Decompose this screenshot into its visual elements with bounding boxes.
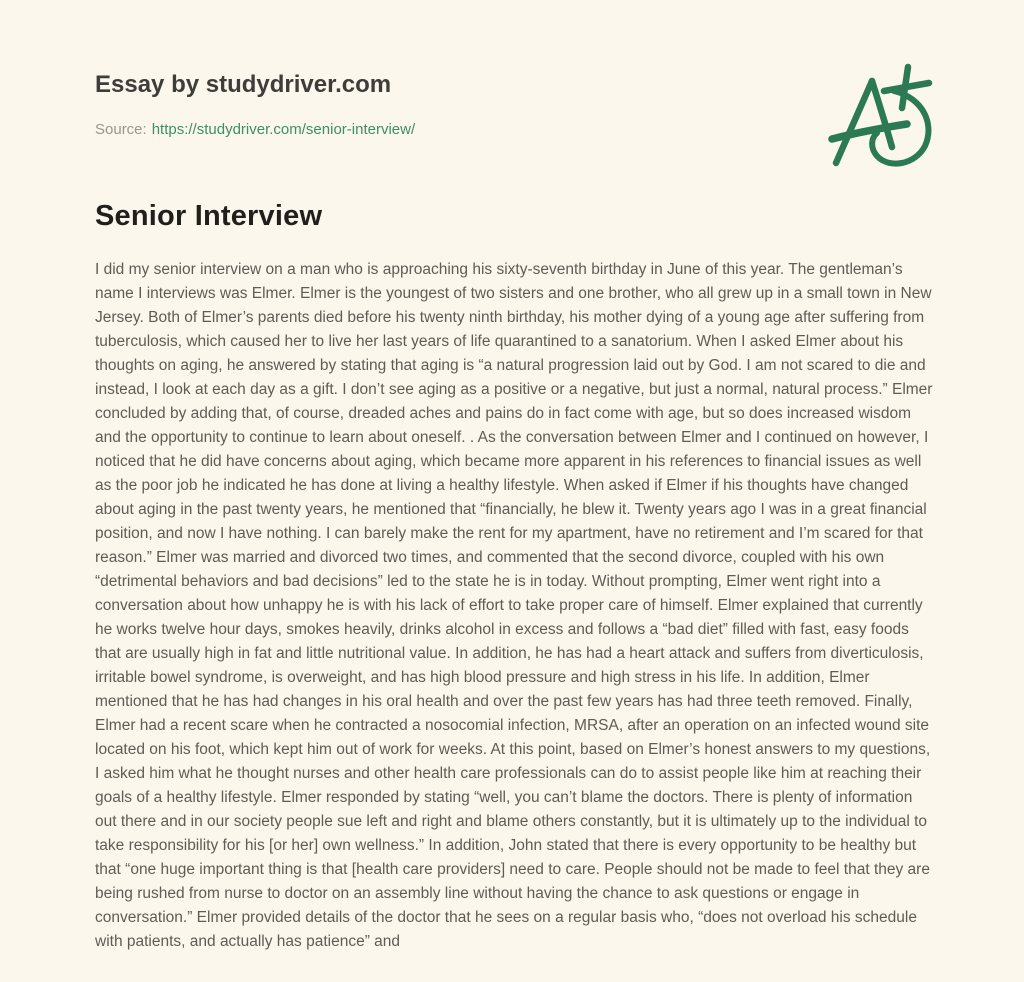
source-link[interactable]: https://studydriver.com/senior-interview/ [151, 121, 416, 138]
source-label: Source: [95, 121, 147, 138]
document-content [95, 0, 933, 954]
essay-by-heading: Essay by studydriver.com [95, 71, 392, 98]
essay-title: Senior Interview [95, 200, 323, 232]
source-line [95, 120, 933, 140]
essay-body-paragraph: I did my senior interview on a man who is approaching his sixty-seventh birthday in June of this year. The gentleman’s name I interviews was Elmer. Elmer is the youngest of two sisters and one brother, who all grew up in a small town in New Jersey. Both of Elmer’s parents died before his twenty ninth birthday, his mother dying of a young age after suffering from tuberculosis, which caused her to live her last years of life quarantined to a sanatorium. When I asked Elmer about his thoughts on aging, he answered by stating that aging is “a natural progression laid out by God. I am not scared to die and instead, I look at each day as a gift. I don’t see aging as a positive or a negative, but just a normal, natural process.” Elmer concluded by adding that, of course, dreaded aches and pains do in fact come with age, but so does increased wisdom and the opportunity to continue to learn about oneself. . As the conversation between Elmer and I continued on however, I noticed that he did have concerns about aging, which became more apparent in his references to financial issues as well as the poor job he indicated he has done at living a healthy lifestyle. When asked if Elmer if his thoughts have changed about aging in the past twenty years, he mentioned that “financially, he blew it. Twenty years ago I was in a great financial position, and now I have nothing. I can barely make the rent for my apartment, have no retirement and I’m scared for that reason.” Elmer was married and divorced two times, and commented that the second divorce, coupled with his own “detrimental behaviors and bad decisions” led to the state he is in today. Without prompting, Elmer went right into a conversation about how unhappy he is with his lack of effort to take proper care of himself. Elmer explained that currently he works twelve hour days, smokes heavily, drinks alcohol in excess and follows a “bad diet” filled with fast, easy foods that are usually high in fat and little nutritional value. In addition, he has had a heart attack and suffers from diverticulosis, irritable bowel syndrome, is overweight, and has high blood pressure and high stress in his life. In addition, Elmer mentioned that he has had changes in his oral health and over the past few years has had three teeth removed. Finally, Elmer had a recent scare when he contracted a nosocomial infection, MRSA, after an operation on an infected wound site located on his foot, which kept him out of work for weeks. At this point, based on Elmer’s honest answers to my questions, I asked him what he thought nurses and other health care professionals can do to assist people like him at reaching their goals of a healthy lifestyle. Elmer responded by stating “well, you can’t blame the doctors. There is plenty of information out there and in our society people sue left and right and blame others constantly, but it is ultimately up to the individual to take responsibility for his [or her] own wellness.” In addition, John stated that there is every opportunity to be healthy but that “one huge important thing is that [health care providers] need to care. People should not be made to feel that they are being rushed from nurse to doctor on an assembly line without having the chance to ask questions or engage in conversation.” Elmer provided details of the doctor that he sees on a regular basis who, “does not overload his schedule with patients, and actually has patience” and [95, 261, 933, 950]
